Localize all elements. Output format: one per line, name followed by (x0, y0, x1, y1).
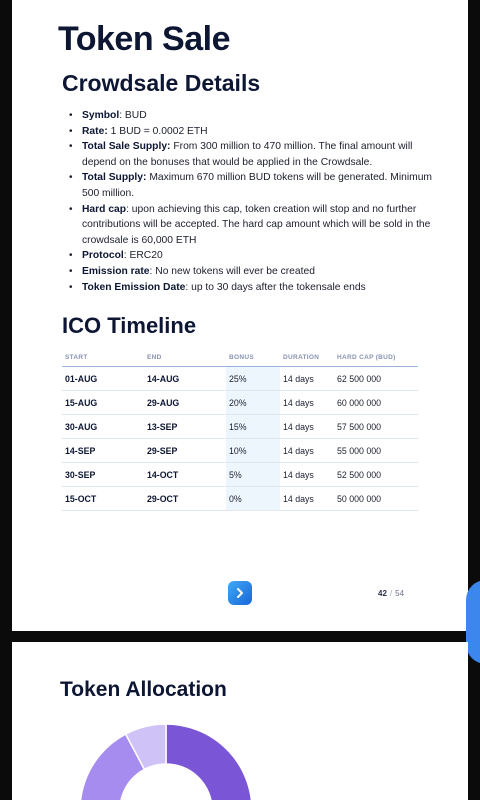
list-item (82, 108, 442, 124)
allocation-donut-chart (78, 722, 254, 800)
page-title: Token Sale (58, 20, 230, 58)
cell-duration: 14 days (280, 439, 334, 463)
table-header-row (62, 348, 418, 367)
cell-bonus: 5% (226, 463, 280, 487)
table-row (62, 367, 418, 391)
total-pages: 54 (395, 589, 405, 598)
header-start: START (62, 348, 144, 367)
next-page-button[interactable] (228, 581, 252, 605)
header-bonus: BONUS (226, 348, 280, 367)
cell-start: 30-AUG (62, 415, 144, 439)
cell-start: 15-AUG (62, 391, 144, 415)
detail-label: Total Sale Supply: (82, 141, 171, 153)
cell-hard-cap: 50 000 000 (334, 487, 418, 511)
crowdsale-details-list (68, 108, 442, 295)
donut-slice (166, 724, 252, 800)
detail-label: Token Emission Date (82, 281, 186, 293)
cell-end: 14-AUG (144, 367, 226, 391)
list-item (82, 264, 442, 280)
cell-start: 14-SEP (62, 439, 144, 463)
cell-end: 13-SEP (144, 415, 226, 439)
table-row (62, 463, 418, 487)
cell-bonus: 10% (226, 439, 280, 463)
cell-duration: 14 days (280, 487, 334, 511)
cell-end: 29-OCT (144, 487, 226, 511)
cell-bonus: 25% (226, 367, 280, 391)
cell-bonus: 0% (226, 487, 280, 511)
table-row (62, 487, 418, 511)
detail-label: Protocol (82, 250, 124, 262)
header-end: END (144, 348, 226, 367)
table-row (62, 439, 418, 463)
allocation-heading: Token Allocation (60, 678, 227, 701)
cell-start: 01-AUG (62, 367, 144, 391)
detail-text: : No new tokens will ever be created (149, 265, 315, 277)
detail-text: Maximum 670 million BUD tokens will be generated. Minimum 500 million. (82, 172, 433, 199)
cell-end: 14-OCT (144, 463, 226, 487)
cell-hard-cap: 60 000 000 (334, 391, 418, 415)
chevron-right-icon (234, 587, 246, 599)
cell-hard-cap: 52 500 000 (334, 463, 418, 487)
detail-text: : ERC20 (123, 250, 163, 262)
document-page-43 (12, 642, 468, 800)
header-duration: DURATION (280, 348, 334, 367)
cell-hard-cap: 55 000 000 (334, 439, 418, 463)
cell-duration: 14 days (280, 415, 334, 439)
cell-duration: 14 days (280, 463, 334, 487)
table-row (62, 391, 418, 415)
detail-text: From 300 million to 470 million. The final amount will depend on the bonuses that would be applied in the Crowdsale. (82, 141, 413, 168)
ico-timeline-table (62, 348, 418, 511)
cell-duration: 14 days (280, 367, 334, 391)
cell-duration: 14 days (280, 391, 334, 415)
list-item (82, 202, 442, 249)
cell-hard-cap: 62 500 000 (334, 367, 418, 391)
cell-hard-cap: 57 500 000 (334, 415, 418, 439)
document-page-42 (12, 0, 468, 631)
cell-bonus: 20% (226, 391, 280, 415)
cell-bonus: 15% (226, 415, 280, 439)
list-item (82, 170, 442, 201)
list-item (82, 280, 442, 296)
detail-label: Emission rate (82, 265, 150, 277)
crowdsale-heading: Crowdsale Details (62, 70, 261, 96)
cell-start: 15-OCT (62, 487, 144, 511)
cell-start: 30-SEP (62, 463, 144, 487)
detail-label: Total Supply: (82, 172, 147, 184)
floating-side-tab[interactable] (466, 580, 480, 664)
detail-text: : upon achieving this cap, token creation will stop and no further contributions will be accepted. The hard cap amount which will be sold in the crowdsale is 60,000 ETH (82, 203, 431, 246)
table-row (62, 415, 418, 439)
detail-text: : BUD (119, 110, 147, 121)
cell-end: 29-AUG (144, 391, 226, 415)
detail-text: 1 BUD = 0.0002 ETH (107, 125, 208, 137)
page-separator: / (389, 589, 393, 598)
current-page-number: 42 (378, 589, 387, 598)
list-item (82, 248, 442, 264)
detail-label: Hard cap (82, 203, 127, 215)
header-hard-cap: HARD CAP (BUD) (334, 348, 418, 367)
detail-text: : up to 30 days after the tokensale ends (185, 281, 366, 293)
timeline-heading: ICO Timeline (62, 313, 197, 338)
cell-end: 29-SEP (144, 439, 226, 463)
detail-label: Symbol (82, 110, 120, 121)
list-item (82, 124, 442, 140)
page-indicator (378, 589, 404, 598)
list-item (82, 139, 442, 170)
detail-label: Rate: (82, 125, 108, 137)
